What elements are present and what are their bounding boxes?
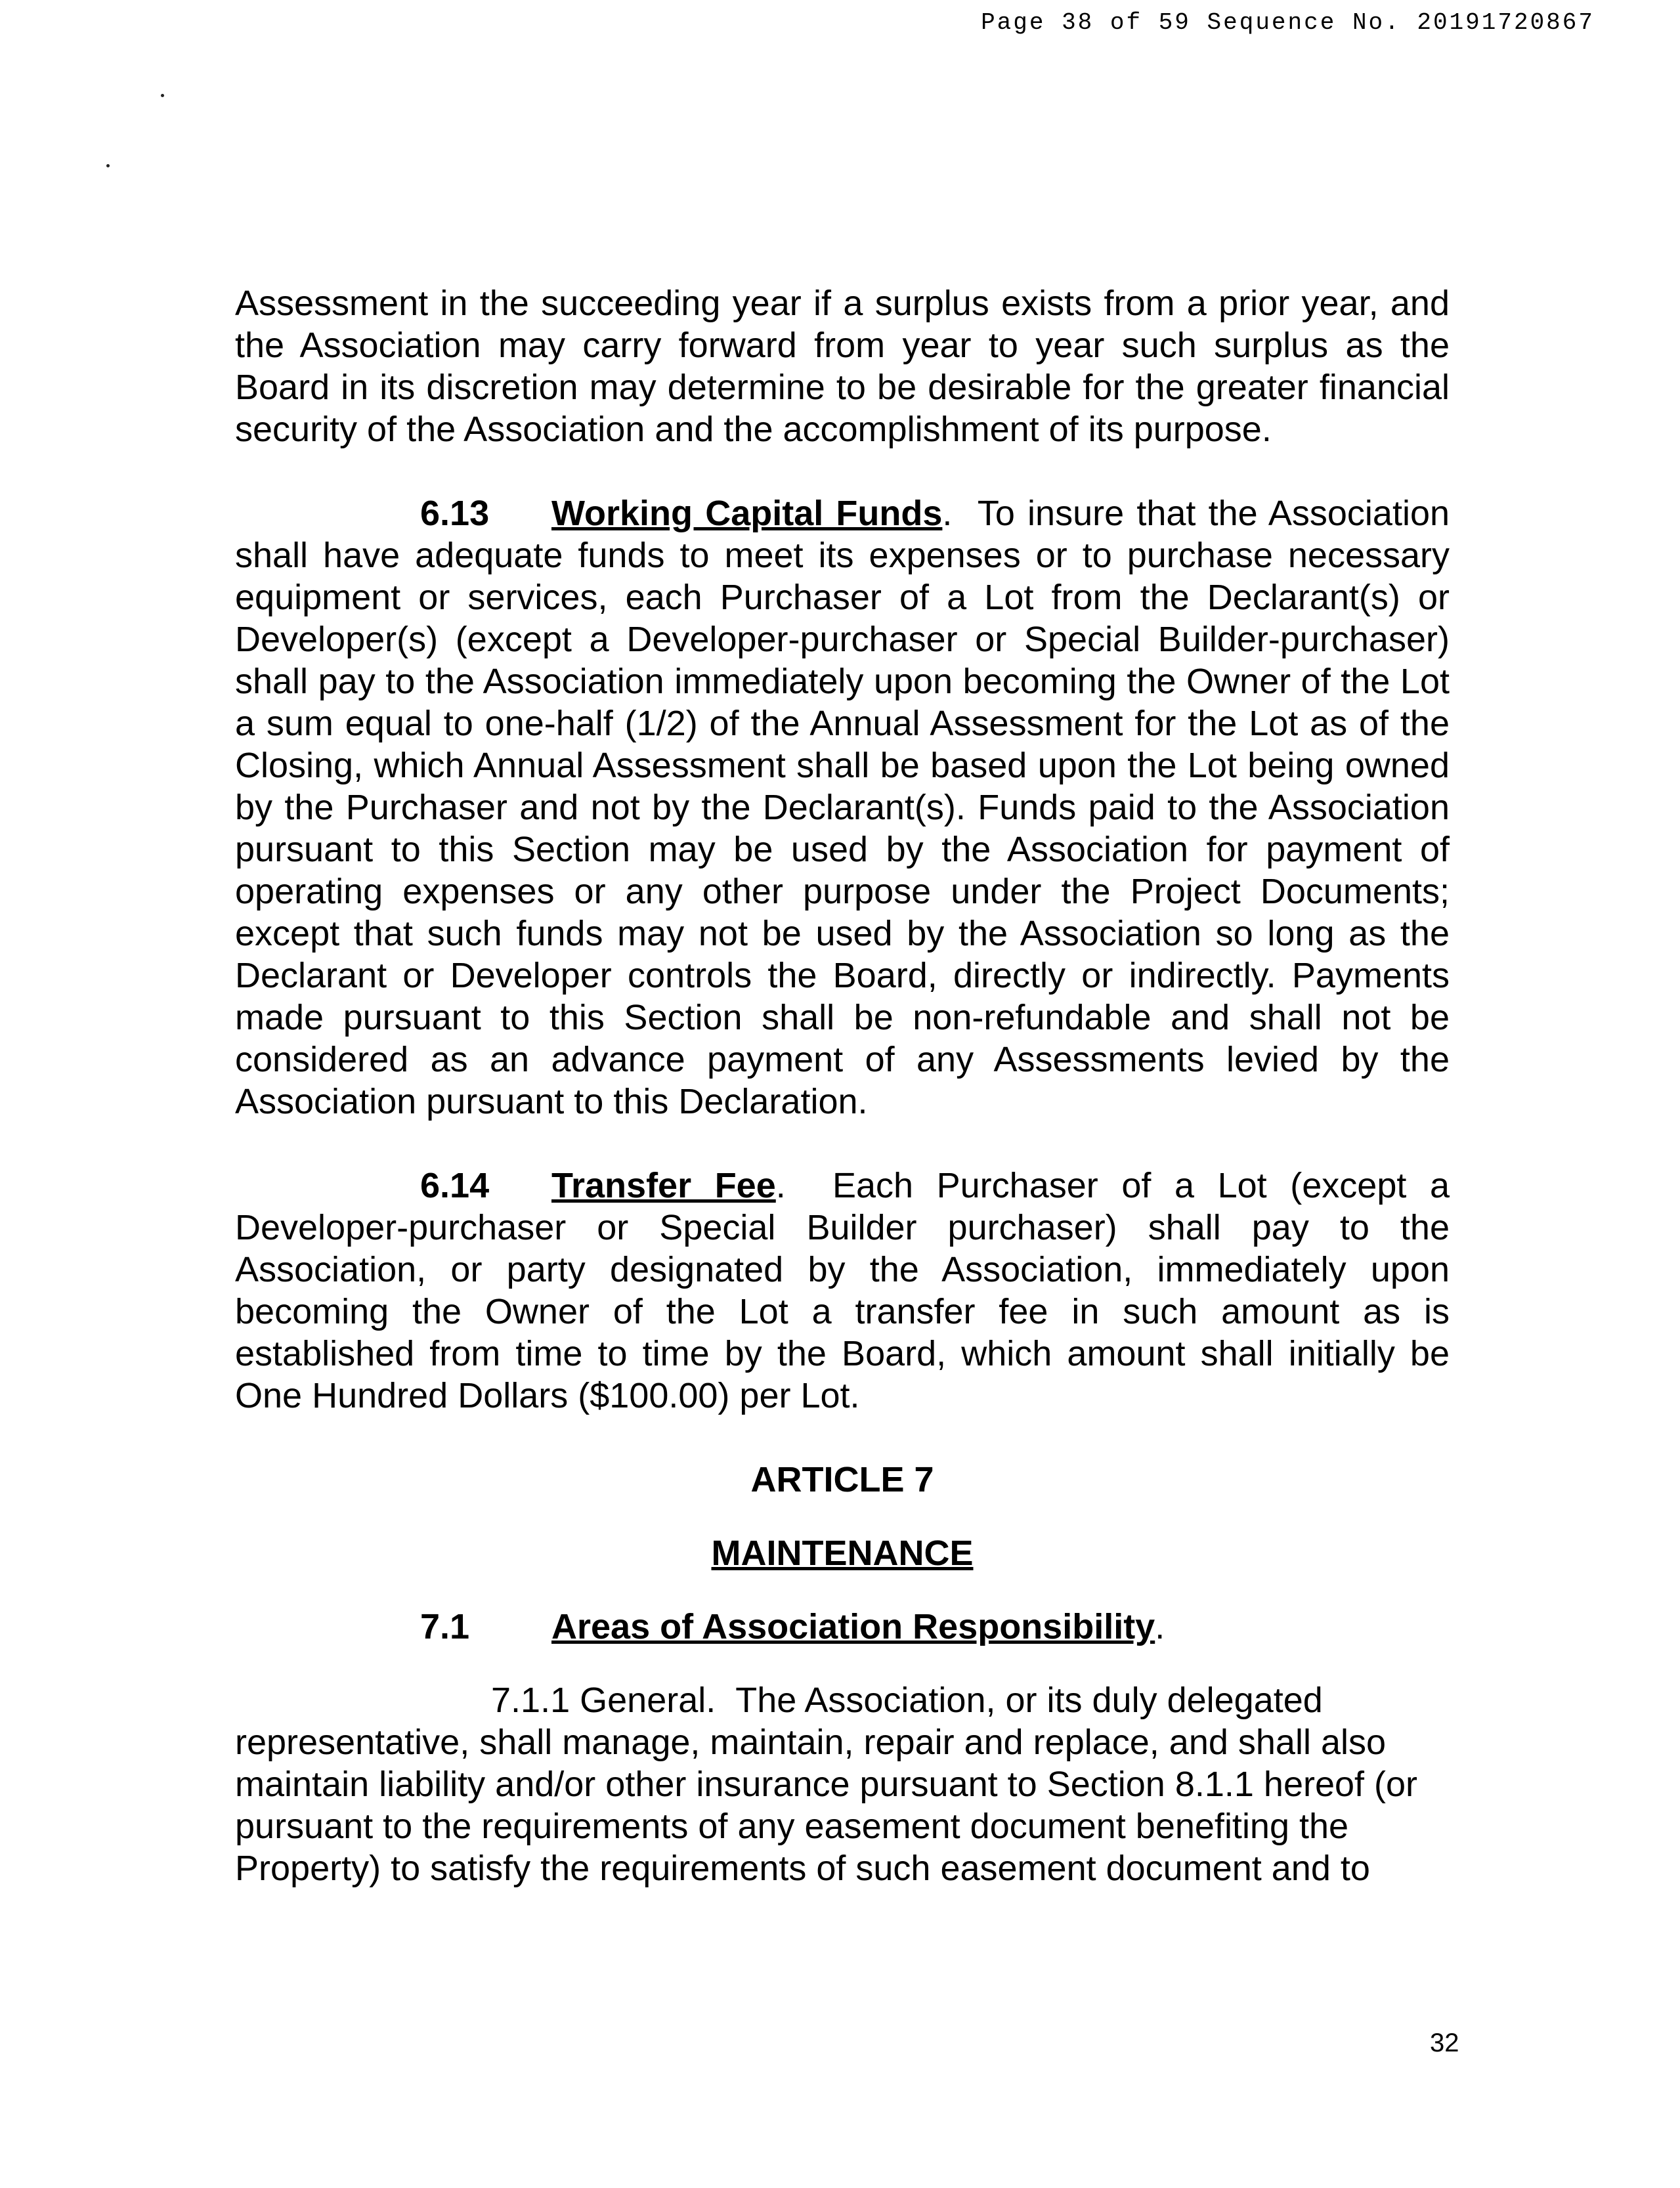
page-sequence-header: Page 38 of 59 Sequence No. 20191720867: [981, 9, 1595, 36]
section-title: Areas of Association Responsibility: [551, 1607, 1155, 1646]
section-number: 6.13: [420, 494, 490, 533]
section-text: To insure that the Association shall have adequate funds to meet its expenses or to purchase necessary equipment or services, each Purchaser of a Lot from the Declarant(s) or Developer(s) (except a Developer-purchaser or Special Builder-purchaser) shall pay to the Association immediately upon becoming the Owner of the Lot a sum equal to one-half (1/2) of the Annual Assessment for the Lot as of the Closing, which Annual Assessment shall be based upon the Lot being owned by the Purchaser and not by the Declarant(s). Funds paid to the Association pursuant to this Section may be used by the Association for payment of operating expenses or any other purpose under the Project Documents; except that such funds may not be used by the Association so long as the Declarant or Developer controls the Board, directly or indirectly. Payments made pursuant to this Section shall be non-refundable and shall not be considered as an advance payment of any Assessments levied by the Association pursuant to this Declaration.: [235, 494, 1450, 1121]
scan-speck: [106, 164, 110, 167]
section-7-1-1-paragraph: [235, 1679, 1450, 1889]
section-title: Working Capital Funds: [551, 494, 943, 533]
section-text: Each Purchaser of a Lot (except a Developer-purchaser or Special Builder purchaser) shall pay to the Association, or party designated by the Association, immediately upon becoming the Owner of the Lot a transfer fee in such amount as is established from time to time by the Board, which amount shall initially be One Hundred Dollars ($100.00) per Lot.: [235, 1166, 1450, 1415]
section-title: General.: [580, 1681, 716, 1720]
section-text: The Association, or its duly delegated representative, shall manage, maintain, repair and replace, and shall also maintain liability and/or other insurance pursuant to Section 8.1.1 hereof (or pursuant to the requirements of any easement document benefiting the Property) to satisfy the requirements of such easement document and to: [235, 1681, 1418, 1888]
page-number: 32: [1430, 2028, 1459, 2057]
document-body: [235, 282, 1450, 1889]
section-number: 7.1: [420, 1607, 470, 1646]
section-number: 7.1.1: [491, 1681, 571, 1720]
intro-paragraph: Assessment in the succeeding year if a surplus exists from a prior year, and the Association may carry forward from year to year such surplus as the Board in its discretion may determine to be desirable for the greater financial security of the Association and the accomplishment of its purpose.: [235, 284, 1450, 449]
section-number: 6.14: [420, 1166, 490, 1205]
section-6-13-paragraph: 6.13 Working Capital Funds. To insure that the Association shall have adequate funds to meet its expenses or to purchase necessary equipment or services, each Purchaser of a Lot from the Declarant(s) or Developer(s) (except a Developer-purchaser or Special Builder-purchaser) shall pay to the Association immediately upon becoming the Owner of the Lot a sum equal to one-half (1/2) of the Annual Assessment for the Lot as of the Closing, which Annual Assessment shall be based upon the Lot being owned by the Purchaser and not by the Declarant(s). Funds paid to the Association pursuant to this Section may be used by the Association for payment of operating expenses or any other purpose under the Project Documents; except that such funds may not be used by the Association so long as the Declarant or Developer controls the Board, directly or indirectly. Payments made pursuant to this Section shall be non-refundable and shall not be considered as an advance payment of any Assessments levied by the Association pursuant to this Declaration.: [235, 494, 1450, 1121]
section-6-14-paragraph: 6.14 Transfer Fee. Each Purchaser of a Lot (except a Developer-purchaser or Special Builder purchaser) shall pay to the Association, or party designated by the Association, immediately upon becoming the Owner of the Lot a transfer fee in such amount as is established from time to time by the Board, which amount shall initially be One Hundred Dollars ($100.00) per Lot.: [235, 1166, 1450, 1415]
section-7-1-heading: 7.1 Areas of Association Responsibility.: [420, 1607, 1165, 1646]
article-title: MAINTENANCE: [711, 1534, 974, 1573]
article-heading: ARTICLE 7: [750, 1460, 934, 1499]
scan-speck: [161, 94, 164, 97]
section-title: Transfer Fee: [551, 1166, 776, 1205]
